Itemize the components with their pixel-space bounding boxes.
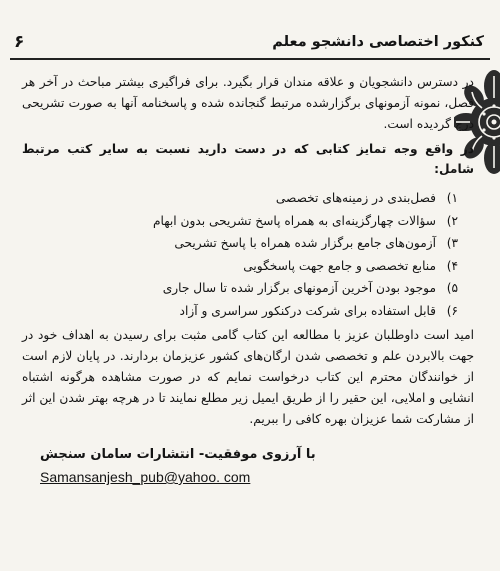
- list-item-number: ۵): [446, 281, 458, 296]
- list-item-text: موجود بودن آخرین آزمونهای برگزار شده تا سال جاری: [162, 281, 436, 296]
- list-item-number: ۳): [446, 236, 458, 251]
- list-item-number: ۶): [446, 303, 458, 318]
- list-item: [22, 277, 458, 300]
- list-item-number: ۲): [446, 213, 458, 228]
- list-item-number: ۱): [446, 191, 458, 205]
- intro-paragraph: در دسترس دانشجویان و علاقه مندان قرار بگیرد. برای فراگیری بیشتر مباحث در آخر هر فصل، نمونه آزمونهای برگزارشده مرتبط گنجانده شده و پاسخنامه آنها به صورت تشریحی درج گردیده است.: [22, 75, 474, 131]
- signature-text: با آرزوی موفقیت- انتشارات سامان سنجش: [40, 447, 316, 462]
- list-item-text: منابع تخصصی و جامع جهت پاسخگویی: [243, 258, 436, 273]
- header-title: کنکور اختصاصی دانشجو معلم: [272, 34, 484, 50]
- signature-block: [40, 446, 316, 486]
- page-content: [22, 72, 474, 430]
- list-item: [22, 210, 458, 233]
- list-item-text: آزمون‌های جامع برگزار شده همراه با پاسخ تشریحی: [174, 236, 436, 251]
- publisher-email: Samansanjesh_pub@yahoo. com: [40, 469, 251, 485]
- list-item: [22, 300, 458, 323]
- page-number: ۶: [14, 32, 25, 52]
- list-item-text: سؤالات چهارگزینه‌ای به همراه پاسخ تشریحی بدون ابهام: [152, 213, 436, 228]
- closing-paragraph: امید است داوطلبان عزیز با مطالعه این کتاب گامی مثبت برای رسیدن به اهداف خود در جهت بالابردن علم و تخصصی شدن ارگان‌های کشور عزیزمان بردارند. در پایان لازم است از خوانندگان محترم این کتاب درخواست نمایم که در صورت مشاهده هرگونه اشتباه انشایی و املایی، این حقیر را از طریق ایمیل زیر مطلع نمایند تا در هرچه بهتر شدن این اثر از مشارکت شما عزیزان بهره کافی را ببریم.: [22, 327, 474, 426]
- list-item-text: قابل استفاده برای شرکت درکنکور سراسری و آزاد: [179, 303, 436, 318]
- features-heading: در واقع وجه تمایز کتابی که در دست دارید نسبت به سایر کتب مرتبط شامل:: [22, 142, 474, 176]
- page-header: [10, 30, 490, 56]
- list-item: [22, 232, 458, 255]
- features-list: [22, 187, 474, 323]
- header-rule: [10, 58, 490, 60]
- list-item: [22, 255, 458, 278]
- list-item-number: ۴): [446, 258, 458, 273]
- list-item-text: فصل‌بندی در زمینه‌های تخصصی: [275, 191, 436, 205]
- list-item: [22, 187, 458, 210]
